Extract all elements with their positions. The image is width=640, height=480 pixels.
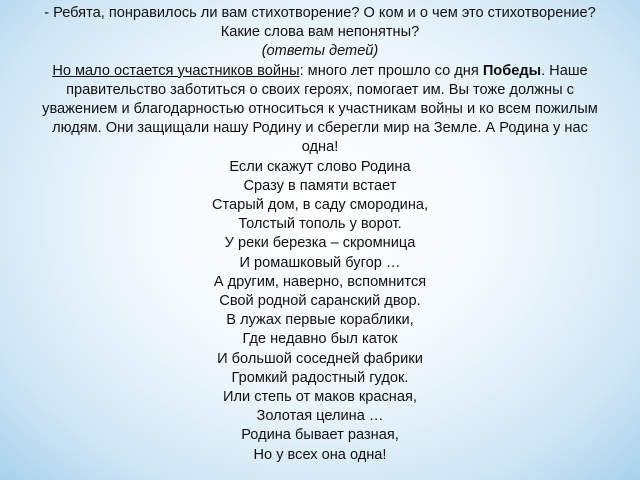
- paragraph-line-4: людям. Они защищали нашу Родину и сберегли мир на Земле. А Родина у нас: [52, 120, 588, 137]
- paragraph-text-2: . Наше: [541, 62, 588, 79]
- paragraph-line-2: правительство заботиться о своих героях, помогает им. Вы тоже должны с: [66, 81, 574, 98]
- poem-line: Золотая целина …: [256, 408, 384, 425]
- underlined-phrase: Но мало остается участников войны: [52, 62, 300, 79]
- poem-line: Толстый тополь у ворот.: [238, 216, 402, 233]
- paragraph-line-1: [10, 62, 630, 81]
- poem-line: Где недавно был каток: [242, 331, 398, 348]
- poem-line: Родина бывает разная,: [241, 427, 399, 444]
- poem-line: И ромашковый бугор …: [239, 254, 401, 271]
- answers-note: (ответы детей): [261, 43, 379, 60]
- poem-line: Но у всех она одна!: [253, 446, 387, 463]
- question-line-1: - Ребята, понравилось ли вам стихотворение? О ком и о чем это стихотворение?: [44, 5, 596, 21]
- paragraph-line-5: одна!: [301, 139, 339, 156]
- poem-line: И большой соседней фабрики: [217, 350, 423, 367]
- poem-line: Если скажут слово Родина: [229, 158, 411, 175]
- poem-line: А другим, наверно, вспомнится: [213, 273, 427, 290]
- question-line-2: Какие слова вам непонятны?: [220, 24, 420, 41]
- poem-line: Свой родной саранский двор.: [219, 293, 421, 310]
- poem-line: Или степь от маков красная,: [223, 389, 417, 406]
- paragraph-line-3: уважением и благодарностью относиться к участникам войны и ко всем пожилым: [42, 101, 598, 118]
- poem-line: Сразу в памяти встает: [243, 177, 397, 194]
- poem-line: Старый дом, в саду смородина,: [211, 197, 429, 214]
- poem-line: В лужах первые кораблики,: [226, 312, 414, 329]
- poem: [10, 158, 630, 465]
- paragraph-text-1: : много лет прошло со дня: [299, 62, 483, 79]
- poem-line: Громкий радостный гудок.: [231, 369, 409, 386]
- poem-line: У реки березка – скромница: [224, 235, 416, 252]
- bold-word-pobedy: Победы: [482, 62, 542, 79]
